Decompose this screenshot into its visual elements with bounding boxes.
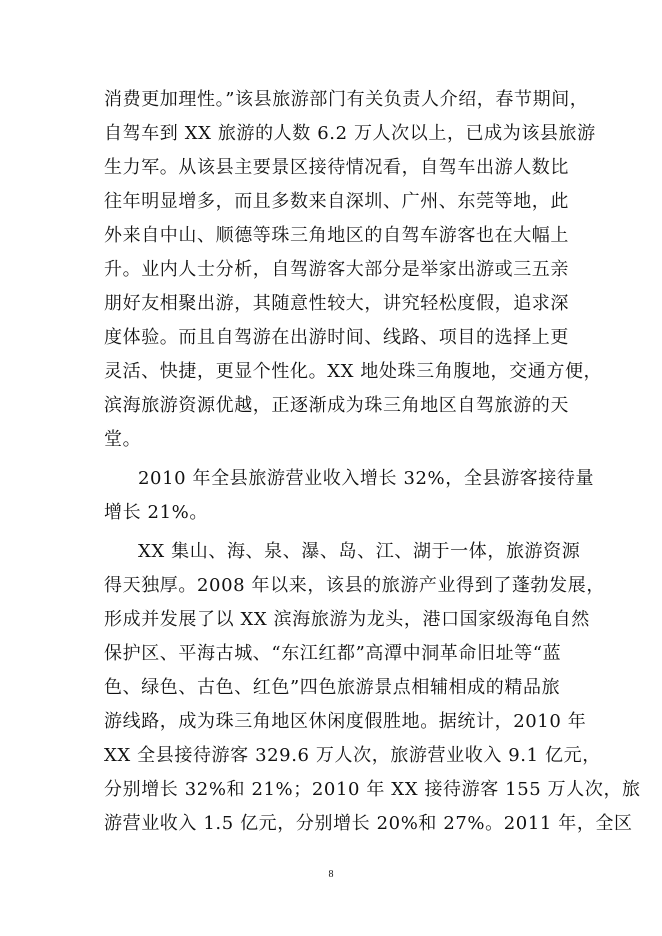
paragraph-2-line-1: 2010 年全县旅游营业收入增长 32%，全县游客接待量: [138, 468, 595, 489]
paragraph-3-line-2: 得天独厚。2008 年以来，该县的旅游产业得到了蓬勃发展，: [104, 575, 605, 596]
paragraph-3-line-1: XX 集山、海、泉、瀑、岛、江、湖于一体，旅游资源: [138, 541, 581, 562]
paragraph-1-line-1: 消费更加理性。”该县旅游部门有关负责人介绍，春节期间，: [104, 89, 589, 110]
paragraph-1-line-10: 滨海旅游资源优越，正逐渐成为珠三角地区自驾旅游的天: [104, 395, 569, 416]
paragraph-1-line-3: 生力军。从该县主要景区接待情况看，自驾车出游人数比: [104, 157, 569, 178]
paragraph-2-line-2: 增长 21%。: [104, 502, 208, 523]
paragraph-1-line-7: 朋好友相聚出游，其随意性较大，讲究轻松度假，追求深: [104, 293, 569, 314]
paragraph-1-line-11: 堂。: [104, 429, 142, 450]
paragraph-1-line-2: 自驾车到 XX 旅游的人数 6.2 万人次以上，已成为该县旅游: [104, 123, 596, 144]
paragraph-3-line-6: 游线路，成为珠三角地区休闲度假胜地。据统计，2010 年: [104, 711, 587, 732]
paragraph-3-line-5: 色、绿色、古色、红色”四色旅游景点相辅相成的精品旅: [104, 677, 561, 698]
paragraph-3-line-9: 游营业收入 1.5 亿元，分别增长 20%和 27%。2011 年，全区: [104, 813, 633, 834]
paragraph-1-line-9: 灵活、快捷，更显个性化。XX 地处珠三角腹地，交通方便，: [104, 361, 603, 382]
paragraph-1-line-6: 升。业内人士分析，自驾游客大部分是举家出游或三五亲: [104, 259, 569, 280]
paragraph-3-line-3: 形成并发展了以 XX 滨海旅游为龙头，港口国家级海龟自然: [104, 609, 590, 630]
paragraph-3-line-7: XX 全县接待游客 329.6 万人次，旅游营业收入 9.1 亿元，: [104, 745, 601, 766]
paragraph-1-line-4: 往年明显增多，而且多数来自深圳、广州、东莞等地，此: [104, 191, 569, 212]
page-number: 8: [328, 869, 334, 880]
paragraph-3-line-4: 保护区、平海古城、“东江红都”高潭中洞革命旧址等“蓝: [104, 643, 562, 664]
paragraph-3-line-8: 分别增长 32%和 21%；2010 年 XX 接待游客 155 万人次，旅: [104, 779, 641, 800]
paragraph-1-line-5: 外来自中山、顺德等珠三角地区的自驾车游客也在大幅上: [104, 225, 569, 246]
paragraph-1-line-8: 度体验。而且自驾游在出游时间、线路、项目的选择上更: [104, 327, 569, 348]
